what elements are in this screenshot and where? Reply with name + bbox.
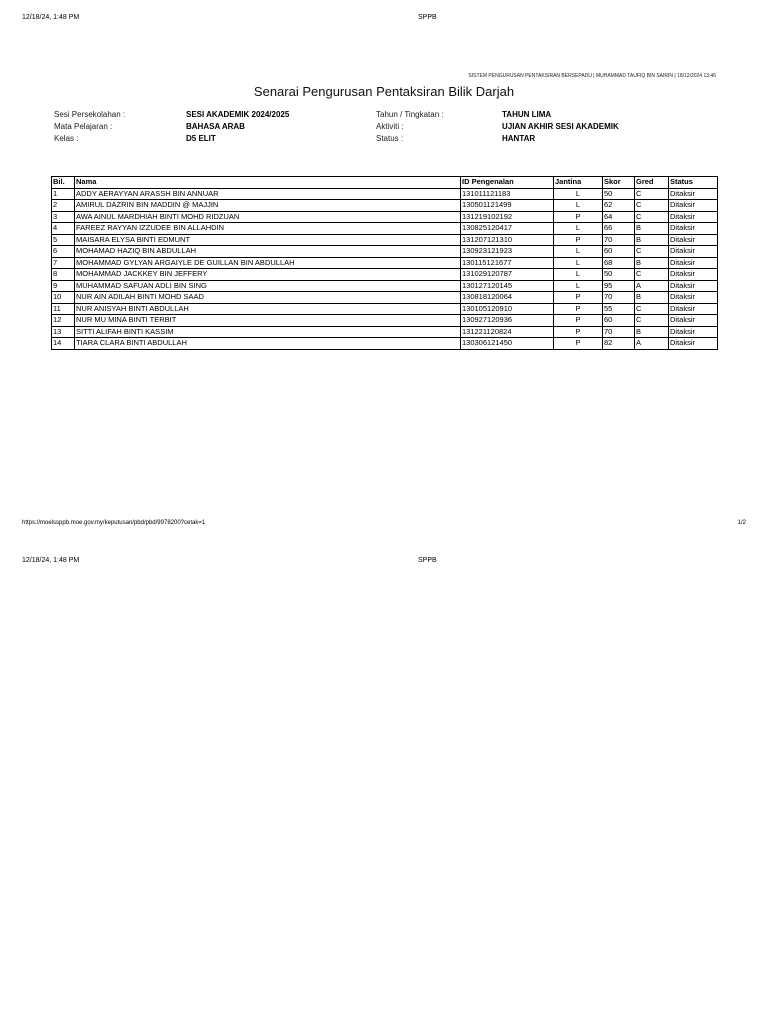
- cell-jantina: P: [554, 292, 603, 304]
- cell-gred: B: [635, 223, 669, 235]
- sesi-value: SESI AKADEMIK 2024/2025: [186, 110, 290, 119]
- cell-skor: 55: [603, 303, 635, 315]
- cell-jantina: L: [554, 200, 603, 212]
- cell-gred: C: [635, 188, 669, 200]
- col-header-nama: Nama: [75, 177, 461, 189]
- status-label: Status :: [376, 134, 404, 143]
- cell-nama: MOHAMMAD GYLYAN ARGAIYLE DE GUILLAN BIN ABDULLAH: [75, 257, 461, 269]
- cell-skor: 68: [603, 257, 635, 269]
- cell-status: Ditaksir: [669, 303, 718, 315]
- cell-status: Ditaksir: [669, 338, 718, 350]
- student-roster-table: [51, 176, 718, 350]
- cell-skor: 70: [603, 292, 635, 304]
- cell-status: Ditaksir: [669, 257, 718, 269]
- cell-gred: A: [635, 280, 669, 292]
- cell-id-pengenalan: 131221120824: [461, 326, 554, 338]
- cell-bil: 13: [52, 326, 75, 338]
- cell-nama: ADDY AERAYYAN ARASSH BIN ANNUAR: [75, 188, 461, 200]
- table-row: [52, 257, 718, 269]
- table-row: [52, 200, 718, 212]
- cell-skor: 50: [603, 188, 635, 200]
- page2-print-site-name: SPPB: [418, 557, 437, 564]
- col-header-bil: Bil.: [52, 177, 75, 189]
- page-title: Senarai Pengurusan Pentaksiran Bilik Darjah: [253, 84, 515, 99]
- cell-jantina: P: [554, 315, 603, 327]
- cell-gred: C: [635, 211, 669, 223]
- cell-id-pengenalan: 130818120064: [461, 292, 554, 304]
- cell-bil: 8: [52, 269, 75, 281]
- table-row: [52, 338, 718, 350]
- cell-gred: C: [635, 269, 669, 281]
- status-value: HANTAR: [502, 134, 536, 143]
- cell-status: Ditaksir: [669, 269, 718, 281]
- cell-jantina: L: [554, 188, 603, 200]
- col-header-gred: Gred: [635, 177, 669, 189]
- cell-bil: 5: [52, 234, 75, 246]
- cell-id-pengenalan: 130306121450: [461, 338, 554, 350]
- cell-bil: 10: [52, 292, 75, 304]
- cell-bil: 7: [52, 257, 75, 269]
- col-header-id: ID Pengenalan: [461, 177, 554, 189]
- cell-nama: MOHAMMAD JACKKEY BIN JEFFERY: [75, 269, 461, 281]
- cell-gred: C: [635, 315, 669, 327]
- cell-bil: 9: [52, 280, 75, 292]
- cell-bil: 4: [52, 223, 75, 235]
- table-row: [52, 280, 718, 292]
- cell-bil: 12: [52, 315, 75, 327]
- page2-print-datetime: 12/18/24, 1:48 PM: [22, 557, 80, 564]
- cell-skor: 60: [603, 246, 635, 258]
- tahun-label: Tahun / Tingkatan :: [376, 110, 444, 119]
- cell-skor: 95: [603, 280, 635, 292]
- cell-status: Ditaksir: [669, 188, 718, 200]
- kelas-label: Kelas :: [54, 134, 79, 143]
- print-datetime: 12/18/24, 1:48 PM: [22, 14, 80, 21]
- page-number: 1/2: [737, 520, 746, 526]
- cell-jantina: L: [554, 223, 603, 235]
- cell-id-pengenalan: 130105120910: [461, 303, 554, 315]
- cell-nama: NUR AIN ADILAH BINTI MOHD SAAD: [75, 292, 461, 304]
- cell-id-pengenalan: 130825120417: [461, 223, 554, 235]
- cell-skor: 50: [603, 269, 635, 281]
- cell-gred: B: [635, 234, 669, 246]
- table-row: [52, 292, 718, 304]
- table-row: [52, 188, 718, 200]
- cell-gred: C: [635, 200, 669, 212]
- cell-nama: NUR MU MINA BINTI TERBIT: [75, 315, 461, 327]
- cell-jantina: L: [554, 269, 603, 281]
- print-url: https://moelssppb.moe.gov.my/keputusan/pbd/pbd/9978200?cetak=1: [22, 520, 206, 526]
- cell-status: Ditaksir: [669, 246, 718, 258]
- cell-bil: 3: [52, 211, 75, 223]
- table-row: [52, 269, 718, 281]
- mata-pelajaran-label: Mata Pelajaran :: [54, 122, 113, 131]
- cell-id-pengenalan: 130927120936: [461, 315, 554, 327]
- cell-nama: FAREEZ RAYYAN IZZUDEE BIN ALLAHDIN: [75, 223, 461, 235]
- cell-bil: 11: [52, 303, 75, 315]
- cell-id-pengenalan: 130127120145: [461, 280, 554, 292]
- cell-status: Ditaksir: [669, 315, 718, 327]
- col-header-status: Status: [669, 177, 718, 189]
- cell-bil: 2: [52, 200, 75, 212]
- print-site-name: SPPB: [418, 14, 437, 21]
- cell-gred: A: [635, 338, 669, 350]
- cell-jantina: P: [554, 326, 603, 338]
- aktiviti-label: Aktiviti :: [376, 122, 404, 131]
- table-row: [52, 326, 718, 338]
- cell-skor: 82: [603, 338, 635, 350]
- table-row: [52, 223, 718, 235]
- cell-jantina: L: [554, 280, 603, 292]
- cell-status: Ditaksir: [669, 211, 718, 223]
- table-row: [52, 234, 718, 246]
- cell-jantina: P: [554, 234, 603, 246]
- table-row: [52, 211, 718, 223]
- kelas-value: D5 ELIT: [186, 134, 216, 143]
- cell-nama: MOHAMAD HAZIQ BIN ABDULLAH: [75, 246, 461, 258]
- cell-bil: 1: [52, 188, 75, 200]
- cell-nama: NUR ANISYAH BINTI ABDULLAH: [75, 303, 461, 315]
- cell-skor: 62: [603, 200, 635, 212]
- cell-id-pengenalan: 130501121499: [461, 200, 554, 212]
- table-header-row: [52, 177, 718, 189]
- cell-gred: B: [635, 326, 669, 338]
- cell-id-pengenalan: 131029120787: [461, 269, 554, 281]
- cell-skor: 70: [603, 326, 635, 338]
- cell-gred: B: [635, 257, 669, 269]
- cell-nama: AMIRUL DAZRIN BIN MADDIN @ MAJJIN: [75, 200, 461, 212]
- cell-bil: 14: [52, 338, 75, 350]
- cell-nama: SITTI ALIFAH BINTI KASSIM: [75, 326, 461, 338]
- cell-jantina: L: [554, 257, 603, 269]
- cell-nama: MUHAMMAD SAFUAN ADLI BIN SING: [75, 280, 461, 292]
- cell-jantina: P: [554, 303, 603, 315]
- cell-jantina: P: [554, 338, 603, 350]
- cell-skor: 64: [603, 211, 635, 223]
- cell-gred: C: [635, 303, 669, 315]
- cell-jantina: P: [554, 211, 603, 223]
- cell-skor: 60: [603, 315, 635, 327]
- cell-nama: AWA AINUL MARDHIAH BINTI MOHD RIDZUAN: [75, 211, 461, 223]
- mata-pelajaran-value: BAHASA ARAB: [186, 122, 245, 131]
- col-header-skor: Skor: [603, 177, 635, 189]
- system-info-line: SISTEM PENGURUSAN PENTAKSIRAN BERSEPADU | MUHAMMAD TAUFIQ BIN SAIRIN | 18/12/2024 13:46: [468, 73, 716, 79]
- table-row: [52, 315, 718, 327]
- cell-id-pengenalan: 131011121183: [461, 188, 554, 200]
- aktiviti-value: UJIAN AKHIR SESI AKADEMIK: [502, 122, 619, 131]
- cell-skor: 70: [603, 234, 635, 246]
- cell-status: Ditaksir: [669, 234, 718, 246]
- cell-nama: TIARA CLARA BINTI ABDULLAH: [75, 338, 461, 350]
- cell-id-pengenalan: 130115121677: [461, 257, 554, 269]
- table-row: [52, 246, 718, 258]
- cell-nama: MAISARA ELYSA BINTI EDMUNT: [75, 234, 461, 246]
- cell-status: Ditaksir: [669, 326, 718, 338]
- cell-status: Ditaksir: [669, 200, 718, 212]
- cell-id-pengenalan: 130923121923: [461, 246, 554, 258]
- cell-id-pengenalan: 131219102192: [461, 211, 554, 223]
- cell-gred: B: [635, 292, 669, 304]
- cell-jantina: L: [554, 246, 603, 258]
- cell-bil: 6: [52, 246, 75, 258]
- cell-id-pengenalan: 131207121310: [461, 234, 554, 246]
- sesi-label: Sesi Persekolahan :: [54, 110, 126, 119]
- cell-status: Ditaksir: [669, 280, 718, 292]
- table-body: [52, 188, 718, 349]
- cell-skor: 66: [603, 223, 635, 235]
- cell-gred: C: [635, 246, 669, 258]
- cell-status: Ditaksir: [669, 292, 718, 304]
- col-header-jantina: Jantina: [554, 177, 603, 189]
- tahun-value: TAHUN LIMA: [502, 110, 552, 119]
- table-row: [52, 303, 718, 315]
- cell-status: Ditaksir: [669, 223, 718, 235]
